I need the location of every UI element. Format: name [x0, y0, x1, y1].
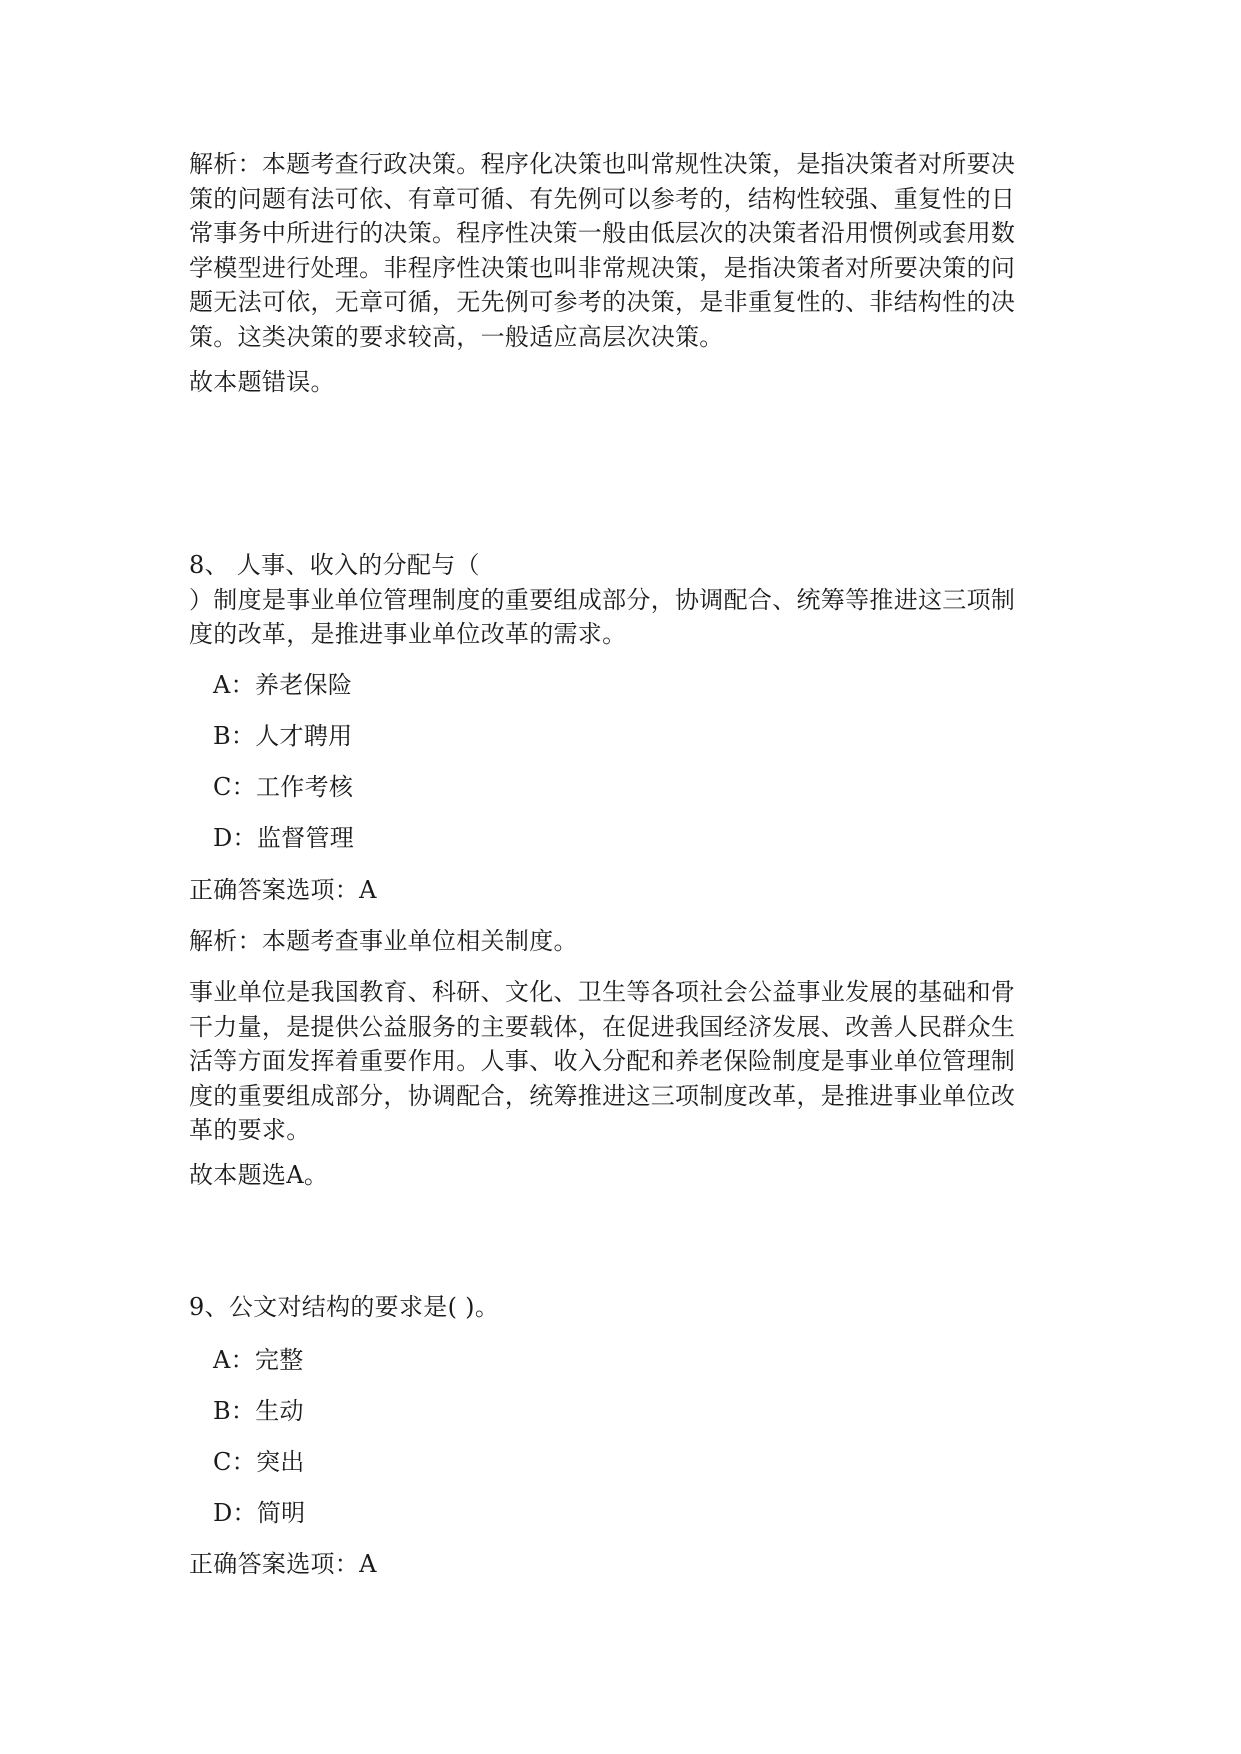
q9-option-b: B：生动 — [213, 1397, 304, 1425]
q9-option-c: C：突出 — [213, 1448, 305, 1476]
q7-analysis: 解析：本题考查行政决策。程序化决策也叫常规性决策，是指决策者对所要决 策的问题有法可依、有章可循、有先例可以参考的，结构性较强、重复性的日 常事务中所进行的决策。程序性决策一般由低层次的决策者沿用惯例或套用数 学模型进行处理。非程序性决策也叫非常规决策，是指决策者对所要决策的问 题无法可依，无章可循，无先例可参考的决策，是非重复性的、非结构性的决 策。这类决策的要求较高，一般适应高层次决策。 — [189, 150, 1016, 351]
q8-option-c: C：工作考核 — [213, 773, 354, 801]
q8-analysis-title: 解析：本题考查事业单位相关制度。 — [189, 927, 578, 955]
q8-conclusion: 故本题选A。 — [189, 1161, 329, 1189]
q8-option-d: D：监督管理 — [213, 824, 355, 852]
q8-question: 8、 人事、收入的分配与（ ）制度是事业单位管理制度的重要组成部分，协调配合、统筹等推进这三项制 度的改革，是推进事业单位改革的需求。 — [189, 551, 1016, 648]
q8-answer: 正确答案选项：A — [189, 876, 377, 904]
document-page — [189, 0, 1049, 1754]
q8-option-b: B：人才聘用 — [213, 722, 353, 750]
q9-option-d: D：简明 — [213, 1499, 306, 1527]
q8-option-a: A：养老保险 — [213, 671, 353, 699]
q8-analysis-body: 事业单位是我国教育、科研、文化、卫生等各项社会公益事业发展的基础和骨 干力量，是提供公益服务的主要载体，在促进我国经济发展、改善人民群众生 活等方面发挥着重要作用。人事、收入分配和养老保险制度是事业单位管理制 度的重要组成部分，协调配合，统筹推进这三项制度改革，是推进事业单位改 革的要求。 — [189, 978, 1016, 1144]
q9-answer: 正确答案选项：A — [189, 1550, 377, 1578]
q9-option-a: A：完整 — [213, 1346, 304, 1374]
q7-conclusion: 故本题错误。 — [189, 368, 335, 396]
q9-question: 9、公文对结构的要求是( )。 — [189, 1293, 500, 1321]
